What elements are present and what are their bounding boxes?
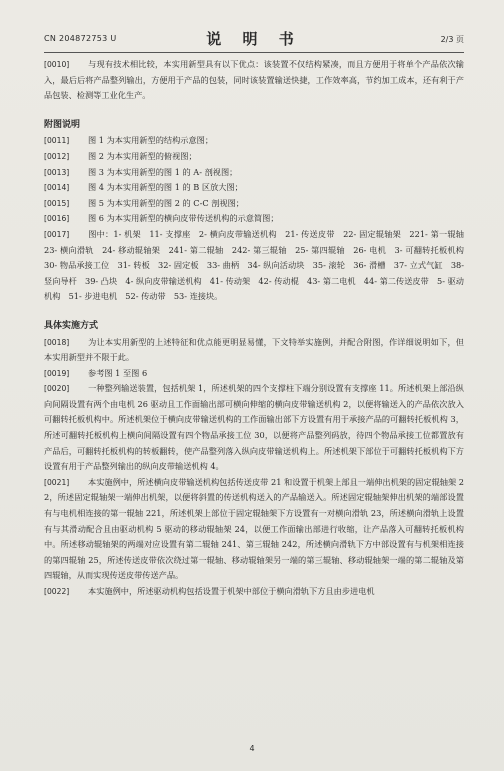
paragraph (44, 335, 464, 366)
page-number: 4 (249, 744, 255, 753)
paragraph-number: [0015] (44, 198, 70, 208)
page-header (44, 26, 464, 53)
paragraph-text: 图 4 为本实用新型的图 1 的 B 区放大图； (88, 182, 243, 193)
paragraph-0010 (44, 57, 464, 104)
paragraph-text: 本实施例中，所述横向皮带输送机构包括传送皮带 21 和设置于机架上部且一端伸出机架的固定辊轴架 22，所述固定辊轴架一端伸出机架，以便将斜置的传送机构送入的产品输送入。所述固定辊轴架伸出机架的端部设置有与电机相连接的第一辊轴 221，所述机架上部位于固定辊轴架下方设置有一对横向滑轨 23，所述横向滑轨上设置有与其滑动配合且由驱动机构 5 驱动的移动辊轴架 24，以便工作面输出部进行收缩，让产品落入可翻转托板机构中。所述移动辊轴架的两端对应设置有第二辊轴 241、第三辊轴 242，所述横向滑轨下方中部设置有与机架相连接的第四辊轴 25，所述传送皮带依次绕过第一辊轴、移动辊轴架另一端的第三辊轴、移动辊轴架一端的第二辊轴及第四辊轴，从而实现传送皮带传送产品。 (44, 476, 464, 581)
paragraph-text: 参考图 1 至图 6 (88, 367, 148, 378)
section-heading-embodiments: 具体实施方式 (44, 320, 99, 331)
paragraph-text: 一种整列输送装置，包括机架 1，所述机架的四个支撑柱下端分别设置有支撑座 11。所述机架上部沿纵向间隔设置有两个由电机 26 驱动且工作面输出部可横向伸缩的横向皮带输送机构 2，以便将输送入的产品依次放入可翻转托板机构中。所述机架位于横向皮带输送机构的工作面输出部下方设置有用于承接产品的可翻转托板机构 3，所述可翻转托板机构上横向间隔设置有四个物品承接工位 30，以便将产品整列码放，待四个物品承接工位都置放有产品后，可翻转托板机构的转板翻转，使产品整列落入纵向皮带输送机构上。所述机架下部位于可翻转托板机构下方设置有用于产品整列输出的纵向皮带输送机构 4。 (44, 383, 464, 472)
paragraph (44, 227, 473, 305)
paragraph-text: 图中：1- 机架 11- 支撑座 2- 横向皮带输送机构 21- 传送皮带 22- 固定辊轴架 221- 第一辊轴 23- 横向滑轨 24- 移动辊轴架 241- 第二辊轴 242- 第三辊轴 25- 第四辊轴 26- 电机 3- 可翻转托板机构 30- 物品承接工位 31- 转板 32- 固定板 33- 曲柄 34- 纵向活动块 35- 滚轮 36- 滑槽 37- 立式气缸 38- 竖向导杆 39- 凸块 4- 纵向皮带输送机构 41- 传动架 42- 传动棍 43- 第二电机 44- 第二传送皮带 5- 驱动机构 51- 步进电机 52- 传动带 53- 连接块。 (44, 228, 473, 302)
page-indicator: 2/3 页 (440, 35, 464, 44)
paragraph-text: 图 1 为本实用新型的结构示意图； (88, 135, 214, 146)
paragraph-number: [0017] (44, 229, 70, 239)
paragraph-number: [0021] (44, 477, 70, 487)
embodiments-list (44, 335, 464, 600)
paragraph-text: 为让本实用新型的上述特征和优点能更明显易懂，下文特举实施例，并配合附图，作详细说明如下，但本实用新型并不限于此。 (44, 336, 464, 363)
paragraph-number: [0016] (44, 214, 70, 224)
paragraph-text: 本实施例中，所述驱动机构包括设置于机架中部位于横向滑轨下方且由步进电机 (88, 586, 375, 596)
paragraph (44, 133, 464, 149)
figures-list (44, 133, 473, 305)
paragraph-number: [0010] (44, 60, 70, 69)
paragraph-number: [0011] (44, 136, 70, 146)
patent-number: CN 204872753 U (44, 34, 117, 43)
paragraph-text: 图 5 为本实用新型的图 2 的 C-C 剖视图； (88, 197, 244, 208)
paragraph-number: [0020] (44, 384, 70, 394)
paragraph (44, 165, 464, 181)
paragraph (44, 149, 464, 165)
document-body (44, 57, 473, 600)
paragraph (44, 475, 464, 584)
paragraph (44, 381, 464, 475)
paragraph-number: [0019] (44, 368, 70, 378)
paragraph-text: 与现有技术相比较，本实用新型具有以下优点：该装置不仅结构紧凑，而且方便用于将单个产品依次输入，最后后将产品整列输出，方便用于产品的包装，同时该装置输送快捷，工作效率高，节约加工成本，还有利于产品包装、检测等工业化生产。 (44, 59, 464, 101)
section-heading-figures: 附图说明 (44, 119, 81, 130)
document-title: 说 明 书 (206, 30, 302, 48)
paragraph (44, 196, 464, 212)
paragraph-number: [0014] (44, 183, 70, 193)
paragraph-number: [0018] (44, 337, 70, 347)
paragraph-number: [0022] (44, 587, 70, 596)
paragraph-text: 图 3 为本实用新型的图 1 的 A- 剖视图； (88, 166, 238, 177)
paragraph (44, 584, 464, 600)
paragraph-number: [0012] (44, 151, 70, 161)
paragraph (44, 180, 464, 196)
paragraph-number: [0013] (44, 167, 70, 177)
paragraph-text: 图 2 为本实用新型的俯视图； (88, 150, 197, 161)
paragraph-text: 图 6 为本实用新型的横向皮带传送机构的示意简图； (88, 213, 279, 224)
paragraph (44, 366, 464, 382)
paragraph (44, 211, 464, 227)
